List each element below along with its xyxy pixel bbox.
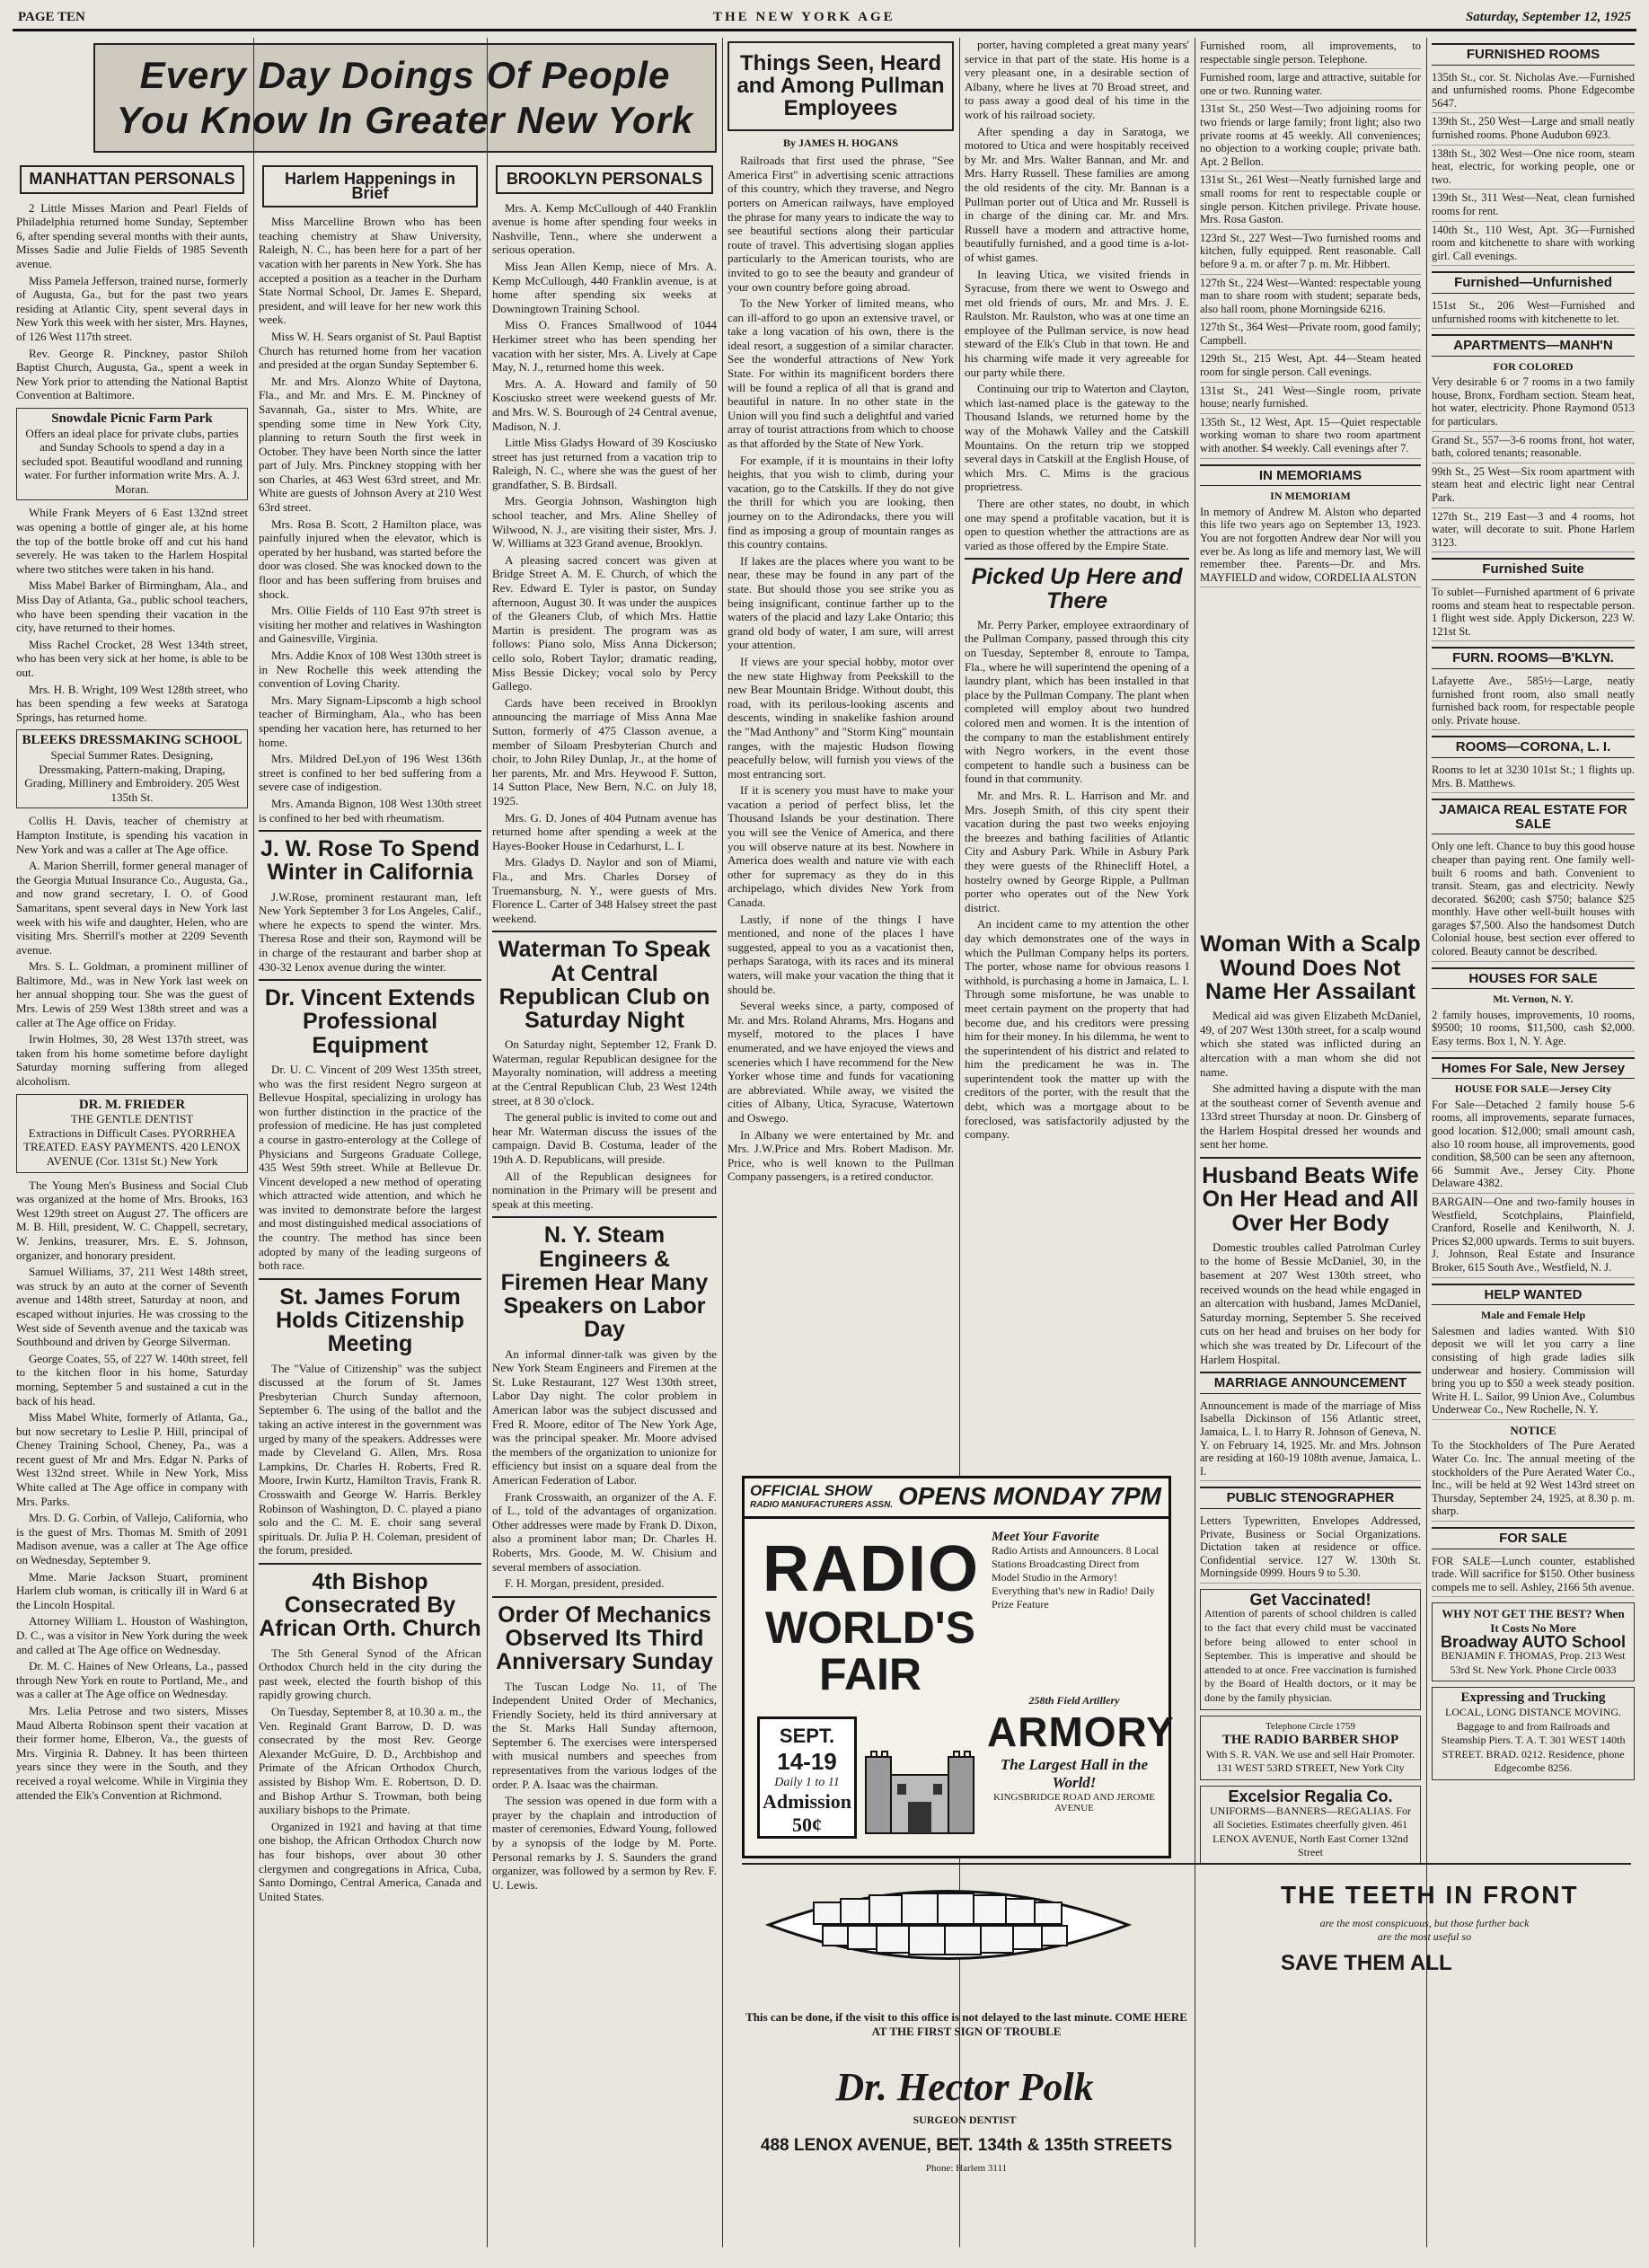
armory-word: ARMORY: [987, 1708, 1175, 1755]
article-paragraph: Collis H. Davis, teacher of chemistry at Hampton Institute, is spending his vacation in New York and was a caller at The Age office.: [16, 814, 248, 856]
largest-hall: The Largest Hall in the World!: [1000, 1756, 1149, 1791]
article-paragraph: The "Value of Citizenship" was the subject discussed at the forum of St. James Presbyterian Church Sunday afternoon, September 6. The using of the ballot and the taking an active interest in the government was urged by many of the speakers. Addresses were made by Cleveland G. Allen, Mrs. Rosa Lampkins, Dr. Charles H. Roberts, Fred R. Moore, Irwin Kurtz, Hamilton Travis, Frank R. Crosswaith and George W. Harris. Berkley Robinson of Washington, D. C. played a piano solo and the C. M. E. choir sang several spirituals. Dr. Julia P. H. Coleman, president of the forum, presided.: [259, 1361, 481, 1558]
dental-title: THE TEETH IN FRONT: [1281, 1881, 1579, 1909]
section-head-manhattan: MANHATTAN PERSONALS: [20, 165, 244, 194]
ad-text: Extractions in Difficult Cases. PYORRHEA TREATED. EASY PAYMENTS. 420 LENOX AVENUE (Cor. 131st St.) New York: [23, 1125, 241, 1168]
column-rule: [253, 38, 254, 2247]
divider: [1200, 1157, 1421, 1159]
newspaper-page: [13, 7, 1636, 2257]
classified-item: Furnished room, large and attractive, suitable for one or two. Running water.: [1200, 69, 1421, 101]
article-paragraph: Miss Marcelline Brown who has been teaching chemistry at Shaw University, Raleigh, N. C., has been here for a part of her vacation with her parents in New York. She has accepted a position as a teacher in the Durham State Normal School, Dr. James E. Shepard, president, and will leave for her new work this week.: [259, 215, 481, 327]
divider: [492, 1596, 717, 1598]
ad-text: Special Summer Rates. Designing, Dressmaking, Pattern-making, Draping, Grading, Millinery and Embroidery. 205 West 135th St.: [24, 747, 240, 804]
dental-subtitle: are the most conspicuous, but those further back are the most useful so: [1319, 1917, 1530, 1943]
marriage-text: Announcement is made of the marriage of Miss Isabella Dickinson of 156 Atlantic street, Jamaica, L. I. to Harry R. Johnson of Geneva, N. Y. on February 14, 1925. Mr. and Mrs. Johnson are residing at 160-19 108th avenue, Jamaica, L. I.: [1200, 1398, 1421, 1482]
divider: [259, 830, 481, 832]
dental-line: This can be done, if the visit to this office is not delayed to the last minute. COME HERE AT THE FIRST SIGN OF TROUBLE: [745, 2010, 1187, 2038]
opens-monday: OPENS MONDAY 7PM: [897, 1482, 1161, 1510]
classified-subhead: FOR COLORED: [1493, 359, 1574, 373]
article-paragraph: A. Marion Sherrill, former general manager of the Georgia Mutual Insurance Co., Augusta, Ga., and now grand secretary, I. O. of Good Samaritans, spent several days in New York last week with his wife and daughter, Helen, who are visiting Mrs. Sherrill's mother at 2209 Seventh avenue.: [16, 859, 248, 957]
classified-item: 131st St., 241 West—Single room, private house; nearly furnished.: [1200, 383, 1421, 414]
article-paragraph: The session was opened in due form with a prayer by the chaplain and introduction of master of ceremonies, Edward Young, followed by a synopsis of the lodge by M. Porte. Personal remarks by J. S. Saunders the grand organizer, was followed by a sermon by Rev. F. U. Lewis.: [492, 1794, 717, 1892]
dental-save: SAVE THEM ALL: [1281, 1951, 1452, 1975]
classified-item: 131st St., 250 West—Two adjoining rooms for two friends or large family; front light; also two private rooms at 45 weekly. All conveniences; no objection to a working couple; private bath. Apt. 2 Bellon.: [1200, 101, 1421, 172]
classified-head: FURN. ROOMS—B'KLYN.: [1432, 647, 1635, 669]
article-paragraph: J.W.Rose, prominent restaurant man, left New York September 3 for Los Angeles, Calif., where he expects to spend the winter. Mrs. Theresa Rose and their son, Raymond will be in charge of the restaurant and barber shop at 430-32 Lenox avenue during the winter.: [259, 889, 481, 974]
article-paragraph: Mrs. Mary Signam-Lipscomb a high school teacher of Birmingham, Ala., who has been spending her vacation here, has returned to her home.: [259, 693, 481, 749]
classified-item: FOR SALE—Lunch counter, established trade. Will sacrifice for $150. Other business compels me to sell. Ashley, 2166 5th avenue.: [1432, 1553, 1635, 1598]
section-head-harlem: Harlem Happenings in Brief: [262, 165, 478, 207]
armory-building-illustration: [861, 1739, 978, 1838]
article-paragraph: porter, having completed a great many years' service in that part of the state. His home is a very pleasant one, in a desirable section of Albany, where he lives at 70 Broad street, and to pass away a good deal of his time in the work of his railroad society.: [965, 38, 1189, 121]
headline-pullman: Things Seen, Heard and Among Pullman Employees: [728, 41, 954, 131]
paper-title: THE NEW YORK AGE: [713, 10, 895, 24]
classified-item: For Sale—Detached 2 family house 5-6 rooms, all improvements, separate furnaces, good location. $12,000; small amount cash, also 10 room house, all improvements, good condition, $8,500 can be seen any afternoon, 66 Summit Ave., Jersey City. Phone Delaware 4382.: [1432, 1097, 1635, 1194]
headline-picked-up: Picked Up Here and There: [971, 564, 1183, 613]
classified-item: 127th St., 219 East—3 and 4 rooms, hot water, will decorate to suit. Phone Harlem 3123.: [1432, 508, 1635, 553]
social-banner: [93, 43, 717, 153]
article-paragraph: On Tuesday, September 8, at 10.30 a. m., the Ven. Reginald Grant Barrow, D. D. was consecrated by the most Rev. George Alexander McGuire, D. D., Archbishop and Primate of the African Orthodox Church, assisted by Bishop Wm. E. Robertson, D. D. and Bishop Arthur S. Trowman, both being auxiliary bishops to the Primate.: [259, 1705, 481, 1817]
armory-address: KINGSBRIDGE ROAD AND JEROME AVENUE: [993, 1792, 1155, 1814]
ad-title: Snowdale Picnic Farm Park: [51, 410, 213, 426]
meet-favorite: Meet Your Favorite: [992, 1530, 1099, 1544]
ad-expressing: [1432, 1687, 1635, 1780]
radio-ad-text: Radio Artists and Announcers. 8 Local Stations Broadcasting Direct from Model Studio in the Armory! Everything that's new in Radio! Daily Prize Feature: [992, 1544, 1159, 1611]
ad-auto-school: [1432, 1602, 1635, 1681]
article-paragraph: To the New Yorker of limited means, who can ill-afford to go upon an extensive travel, or take a long vacation of his own, there is the ideal resort, a suggestion of a similar character. See the wonderful attractions of New York State. For within its magnificent borders there will be found a replica of all that is grand and beautiful in nature. In no other state in the Union will you find such a delightful and varied array of tourist attractions from which to choose as that afforded by the State of New York.: [728, 296, 954, 451]
ad-vaccination: [1200, 1589, 1421, 1710]
classified-item: BARGAIN—One and two-family houses in Westfield, Scotchplains, Plainfield, Cranford, Roselle and Kenilworth, N. J. Prices $2,000 upwards. Terms to suit buyers. J. Johnson, Real Estate and Insurance Broker, 615 South Ave., Westfield, N. J.: [1432, 1194, 1635, 1278]
headline-mechanics: Order Of Mechanics Observed Its Third Anniversary Sunday: [496, 1602, 713, 1675]
article-paragraph: Rev. George R. Pinckney, pastor Shiloh Baptist Church, Augusta, Ga., spent a week in New York prior to attending the National Baptist Convention at Baltimore.: [16, 346, 248, 402]
divider: [259, 979, 481, 981]
ad-title: Excelsior Regalia Co.: [1228, 1787, 1393, 1805]
article-paragraph: Miss Jean Allen Kemp, niece of Mrs. A. Kemp McCullough, 440 Franklin avenue, is at home after spending six weeks at Downingtown Training School.: [492, 259, 717, 315]
ad-subtitle: THE GENTLE DENTIST: [70, 1112, 194, 1126]
article-paragraph: Mrs. Ollie Fields of 110 East 97th street is visiting her mother and relatives in Washington and Gainesville, Virginia.: [259, 604, 481, 646]
article-paragraph: Mrs. S. L. Goldman, a prominent milliner of Baltimore, Md., was in New York last week on her annual shopping tour. She was the guest of Mrs. Lewis of 259 West 138th street and was a caller at The Age office on Friday.: [16, 959, 248, 1029]
article-paragraph: Organized in 1921 and having at that time one bishop, the African Orthodox Church now has four bishops, over about 30 other clergymen and congregations in Africa, Cuba, Santo Domingo, Central America, Canada and United States.: [259, 1819, 481, 1903]
column-pullman: [728, 38, 954, 1466]
regiment: 258th Field Artillery: [1028, 1694, 1120, 1707]
classified-item: 139th St., 311 West—Neat, clean furnished rooms for rent.: [1432, 190, 1635, 221]
article-paragraph: Miss O. Frances Smallwood of 1044 Herkimer street who has been spending her vacation with her sister, Mrs. A. Lively at Cape May, N. J., returned home this week.: [492, 318, 717, 375]
article-paragraph: Mrs. Lelia Petrose and two sisters, Misses Maud Alberta Robinson spent their vacation at their former home, Elberon, Va., the guests of Mrs. Virginia R. Dabney. It has been thirteen years since they were in the South, and they received a royal welcome. While in Virginia they attended the Elk's Convention at Richmond.: [16, 1703, 248, 1802]
ad-dentist: [742, 1863, 1631, 2008]
article-paragraph: Samuel Williams, 37, 211 West 148th street, was struck by an auto at the corner of Seventh avenue and 148th street, Saturday at noon, and escaped without injuries. He was crossing to the West side of Seventh avenue and the taxicab was Southbound and driven by George Silverman.: [16, 1265, 248, 1349]
classified-item: 151st St., 206 West—Furnished and unfurnished rooms with kitchenette to let.: [1432, 297, 1635, 329]
divider: [259, 1278, 481, 1280]
article-paragraph: Miss Rachel Crocket, 28 West 134th street, who has been very sick at her home, is able to be out.: [16, 637, 248, 679]
classified-item: 135th St., 12 West, Apt. 15—Quiet respectable working woman to share two room apartment with another. $4 weekly. Call evenings after 7.: [1200, 414, 1421, 459]
classified-head: Homes For Sale, New Jersey: [1432, 1057, 1635, 1080]
article-paragraph: Attorney William L. Houston of Washington, D. C., was a visitor in New York during the week and called at The Age office on Wednesday.: [16, 1614, 248, 1656]
classified-item: 140th St., 110 West, Apt. 3G—Furnished room and kitchenette to share with working girl. Call evenings.: [1432, 222, 1635, 267]
memoriam-text: In memory of Andrew M. Alston who departed this life two years ago on September 13, 1923. You are not forgotten Andrew dear Nor will you ever be. As long as life and memory last, We will remember thee. Parents—Dr. and Mrs. MAYFIELD and widow, CORDELIA ALSTON: [1200, 504, 1421, 588]
article-paragraph: Mr. and Mrs. Alonzo White of Daytona, Fla., and Mr. and Mrs. E. M. Pinckney of Savannah, Ga., sister to Mrs. White, are spending some time in New York City, planning to return South the first week in October. They have been North since the latter part of July. Mrs. Pinckney stopping with her son Charles, at 463 West 63rd street, and Mr. White are guests of Johnson Avery at 210 West 63rd street.: [259, 374, 481, 515]
classified-head: JAMAICA REAL ESTATE FOR SALE: [1432, 799, 1635, 834]
column-rule: [722, 38, 723, 2247]
article-paragraph: Mrs. A. A. Howard and family of 50 Kosciusko street were weekend guests of Mr. and Mrs. W. S. Bourough of 24 Central avenue, Madison, N. J.: [492, 376, 717, 433]
article-paragraph: The 5th General Synod of the African Orthodox Church held in the city during the past week, elected the fourth bishop of this rapidly growing church.: [259, 1646, 481, 1702]
article-paragraph: Mrs. Amanda Bignon, 108 West 130th street is confined to her bed with rheumatism.: [259, 796, 481, 825]
divider: [492, 1216, 717, 1218]
classified-item: 131st St., 261 West—Neatly furnished large and small rooms for rent to respectable couple or single person. Kitchen privilege. Private house. Mrs. Rosa Gaston.: [1200, 172, 1421, 229]
ad-title: BLEEKS DRESSMAKING SCHOOL: [22, 733, 242, 748]
official-show: OFFICIAL SHOW: [750, 1482, 872, 1499]
classified-subhead: HOUSE FOR SALE—Jersey City: [1454, 1082, 1612, 1096]
article-paragraph: In leaving Utica, we visited friends in Syracuse, from there we went to Oswego and met old friends of ours, Mr. and Mrs. J. E. Raulston. Mr. Raulston, who was at one time an employee of the Pullman service, is now head steward of the Elk's Club in that town. He and his charming wife made it very agreeable for our party while there.: [965, 267, 1189, 379]
ad-headline: WHY NOT GET THE BEST? When It Costs No More: [1442, 1607, 1625, 1635]
notice-text: To the Stockholders of The Pure Aerated Water Co. Inc. The annual meeting of the stockholders of the Pure Aerated Water Co., Inc., will be held at 92 West 143rd street on Thursday, September 24, 1925, at 8.30 p. m. sharp.: [1432, 1437, 1635, 1522]
article-paragraph: Miss W. H. Sears organist of St. Paul Baptist Church has returned home from her vacation and presided at the organ Sunday September 6.: [259, 329, 481, 372]
ad-bleeks: [16, 729, 248, 808]
article-paragraph: Mr. and Mrs. R. L. Harrison and Mr. and Mrs. Joseph Smith, of this city spent their vacation during the past two weeks enjoying the breezes and bathing facilities of Atlantic City and Asbury Park. While in Asbury Park they were guests of the Rhinecliff Hotel, a hostelry owned by George Ripple, a Pullman porter who operates out of the New York district.: [965, 789, 1189, 914]
classified-head: APARTMENTS—MANH'N: [1432, 334, 1635, 357]
article-paragraph: If lakes are the places where you want to be near, these may be found in any part of the state. But should those you see strike you as being insignificant, continue farther up to the waters of the placid and lazy Lake Ontario; this grand old body of water, I am sure, will arrest your attention.: [728, 553, 954, 652]
article-paragraph: Irwin Holmes, 30, 28 West 137th street, was taken from his home sometime before daylight Saturday morning suffering from alleged alcoholism.: [16, 1032, 248, 1089]
ad-title: THE RADIO BARBER SHOP: [1221, 1733, 1399, 1748]
classified-head: Furnished Suite: [1432, 558, 1635, 580]
article-paragraph: Mr. Perry Parker, employee extraordinary of the Pullman Company, passed through this city on Tuesday, September 8, enroute to Tampa, Fla., where he will superintend the opening of a laundry plant, which has been installed in that place by the Pullman Company. The plant when completed will employ about two hundred colored men and women. It is the intention of the company to man the establishment entirely with Negro workers, in the event those competent to handle such a business can be found in that community.: [965, 617, 1189, 786]
divider: [965, 558, 1189, 560]
article-paragraph: Lastly, if none of the things I have mentioned, and none of the places I have suggested, appeal to you as a vacationist then, perhaps Saratoga, with its races and its mineral waters, will make your vacation the thing that it should be.: [728, 912, 954, 996]
classified-item: 129th St., 215 West, Apt. 44—Steam heated room for single person. Call evenings.: [1200, 350, 1421, 382]
ad-text: Offers an ideal place for private clubs, parties and Sunday Schools to spend a day in a secluded spot. Beautiful woodland and running water. For further information write Mrs. A. J. Moran.: [22, 426, 242, 496]
column-harlem-happenings: [259, 160, 481, 2248]
notice-head: NOTICE: [1510, 1423, 1556, 1437]
ad-title: Broadway AUTO School: [1440, 1632, 1627, 1651]
dental-doctor: Dr. Hector Polk: [835, 2065, 1094, 2109]
radio-word: RADIO: [763, 1533, 980, 1605]
section-head-brooklyn: BROOKLYN PERSONALS: [496, 165, 713, 194]
ad-title: Get Vaccinated!: [1249, 1590, 1371, 1609]
classified-head: HOUSES FOR SALE: [1432, 967, 1635, 990]
article-paragraph: There are other states, no doubt, in which one may spend a profitable vacation, but it is open to question whether the attractions are as varied as those offered by the Empire State.: [965, 497, 1189, 552]
divider: [492, 931, 717, 932]
issue-date: Saturday, September 12, 1925: [1465, 10, 1631, 24]
divider: [259, 1563, 481, 1565]
headline-rose: J. W. Rose To Spend Winter in California: [260, 836, 480, 886]
memoriam-head: IN MEMORIAMS: [1200, 464, 1421, 487]
ad-title: Expressing and Trucking: [1460, 1690, 1606, 1706]
classified-item: Only one left. Chance to buy this good house cheaper than paying rent. One family well-built 6 rooms and bath. Convenient to transit. Steam, gas and electricity. Newly decorated. $6200; cash $750; balance $25 monthly. Have other well-built houses with garages $7,500. Also the handsomest Dutch Colonial house, best section ever offered to colored. Beauty cannot be described.: [1432, 838, 1635, 961]
article-paragraph: An informal dinner-talk was given by the New York Steam Engineers and Firemen at the St. Luke Restaurant, 127 West 130th street, Labor Day night. The color problem in American labor was the subject discussed and Fred R. Moore, editor of The New York Age, was the principal speaker. Mr. Moore advised the members of the organization to unionize for efficiency but insist on a square deal from the American Federation of Labor.: [492, 1346, 717, 1487]
dental-address: 488 LENOX AVENUE, BET. 134th & 135th STREETS: [760, 2136, 1173, 2155]
ad-phone: Telephone Circle 1759: [1265, 1720, 1356, 1732]
dental-phone: Phone: Harlem 3111: [925, 2163, 1008, 2174]
armory-block: [987, 1694, 1175, 1814]
article-paragraph: The Young Men's Business and Social Club was organized at the home of Mrs. Brooks, 163 West 129th street on August 27. The officers are M. B. Hill, president, W. C. Chappell, secretary, W. Jenkins, treasurer, Mrs. E. S. Johnson, organizer, and honorary president.: [16, 1178, 248, 1262]
ad-text: BENJAMIN F. THOMAS, Prop. 213 West 53rd St. New York. Phone Circle 0033: [1441, 1649, 1626, 1676]
banner-line-2: You Know In Greater New York: [116, 99, 694, 141]
headline-st-james: St. James Forum Holds Citizenship Meeting: [276, 1284, 464, 1357]
date-admission: Admission 50¢: [762, 1790, 852, 1836]
classified-item: 139th St., 250 West—Large and small neatly furnished rooms. Phone Audubon 6923.: [1432, 113, 1635, 145]
headline-vincent: Dr. Vincent Extends Professional Equipment: [264, 985, 476, 1058]
column-rule: [487, 38, 488, 2247]
page-number: PAGE TEN: [18, 10, 85, 24]
article-paragraph: Continuing our trip to Waterton and Clayton, which last-named place is the gateway to the Thousand Islands, we returned home by the way of the Mohawk Valley and the Catskill Mountains. On the return trip we stopped several days in Catskill at the English House, of which Mrs. C. Mims is the gracious proprietress.: [965, 382, 1189, 494]
radio-ad-topbar: [745, 1478, 1168, 1519]
column-manhattan-personals: [16, 160, 248, 2248]
ad-title: DR. M. FRIEDER: [78, 1097, 186, 1112]
article-paragraph: If it is scenery you must have to make your vacation a period of perfect bliss, let the Thousand Islands be your destination. There you will see the Venice of America, and there you will observe nature at its best. Nowhere in America does wealth and nature vie with each other for supremacy as they do in this archipelago, which divides New York from Canada.: [728, 783, 954, 910]
date-hours: Daily 1 to 11: [774, 1776, 840, 1789]
article-paragraph: While Frank Meyers of 6 East 132nd street was opening a bottle of ginger ale, at his home the top of the bottle broke off and cut his hand severely. He was taken to the Harlem Hospital where two stitches were taken in his hand.: [16, 506, 248, 576]
article-paragraph: The general public is invited to come out and hear Mr. Waterman discuss the issues of the campaign. David B. Costuma, leader of the 19th A. D. Republicans, will preside.: [492, 1110, 717, 1167]
article-paragraph: In Albany we were entertained by Mr. and Mrs. J.W.Price and Mrs. Robert Madison. Mr. Price, who is well known to the Pullman Company passengers, is a retired conductor.: [728, 1127, 954, 1184]
article-paragraph: Mrs. H. B. Wright, 109 West 128th street, who has been spending a few weeks at Saratoga Springs, has returned home.: [16, 682, 248, 724]
classified-item: Rooms to let at 3230 101st St.; 1 flights up. Mrs. B. Matthews.: [1432, 762, 1635, 793]
ad-radio-worlds-fair: [742, 1476, 1175, 1858]
headline-bishop: 4th Bishop Consecrated By African Orth. Church: [259, 1568, 481, 1642]
classified-item: Salesmen and ladies wanted. With $10 deposit we will let you carry a line consisting of high grade ladies silk underwear and hosiery. Commission will bring you up to $50 a week steady position. Write H. L. Sailor, 99 Union Ave., Columbus Underwear Co., New Rochelle, N. Y.: [1432, 1323, 1635, 1420]
steno-head: PUBLIC STENOGRAPHER: [1200, 1487, 1421, 1509]
article-paragraph: Mme. Marie Jackson Stuart, prominent Harlem club woman, is critically ill in Ward 6 at the Lincoln Hospital.: [16, 1569, 248, 1611]
article-paragraph: On Saturday night, September 12, Frank D. Waterman, regular Republican designee for the Mayoralty nomination, will address a meeting at the Central Republican Club, 23 West 124th street, at 8 30 o'clock.: [492, 1037, 717, 1108]
ad-text: With S. R. VAN. We use and sell Hair Promoter. 131 WEST 53RD STREET, New York City: [1205, 1747, 1415, 1775]
ad-frieder: [16, 1094, 248, 1173]
article-paragraph: Miss Mabel Barker of Birmingham, Ala., and Miss Day of Atlanta, Ga., public school teachers, who have been spending their vacation in the city, have returned to their homes.: [16, 578, 248, 635]
classified-item: Grand St., 557—3-6 rooms front, hot water, bath, colored tenants; reasonable.: [1432, 432, 1635, 463]
memoriam-subhead: IN MEMORIAM: [1270, 490, 1351, 503]
article-paragraph: Dr. M. C. Haines of New Orleans, La., passed through New York en route to Portland, Me., and was a caller at The Age office on Wednesday.: [16, 1659, 248, 1701]
ad-text: Attention of parents of school children is called to the fact that every child must be vaccinated before being allowed to enter school in September. This is imperative and should be attended to at once. Free vaccination is furnished by the Board of Health doctors, or it may be done by the family physician.: [1204, 1607, 1416, 1705]
classified-item: Lafayette Ave., 585½—Large, neatly furnished front room, also small neatly furnished back room, for respectable people only. Private house.: [1432, 673, 1635, 730]
banner-line-1: Every Day Doings Of People: [139, 54, 671, 96]
classified-item: 99th St., 25 West—Six room apartment with steam heat and electric light near Central Park.: [1432, 463, 1635, 508]
classified-item: Very desirable 6 or 7 rooms in a two family house, Bronx, Fordham section. Steam heat, hot water, electricity. Phone Raymond 0513 for particulars.: [1432, 374, 1635, 431]
article-paragraph: Mrs. A. Kemp McCullough of 440 Franklin avenue is home after spending four weeks in Nashville, Tenn., where she underwent a serious operation.: [492, 200, 717, 257]
article-paragraph: Mrs. Mildred DeLyon of 196 West 136th street is confined to her bed suffering from a severe case of indigestion.: [259, 752, 481, 794]
article-paragraph: Miss Pamela Jefferson, trained nurse, formerly of Augusta, Ga., but for the past two years residing at Atlantic City, spent several days in New York this week with her sister, Mrs. Haynes, of 126 West 117th street.: [16, 273, 248, 343]
headline-waterman: Waterman To Speak At Central Republican Club on Saturday Night: [498, 937, 711, 1034]
worlds-fair: WORLD'S FAIR: [764, 1602, 976, 1699]
date-month: SEPT.: [779, 1725, 835, 1747]
teeth-icon: [760, 1875, 1137, 1974]
classified-item: 2 family houses, improvements, 10 rooms, $9500; 10 rooms, $11,500, cash $2,000. Easy terms. Box 1, N. Y. Age.: [1432, 1007, 1635, 1052]
headline-steam-engineers: N. Y. Steam Engineers & Firemen Hear Many Speakers on Labor Day: [500, 1222, 709, 1343]
classified-subhead: Mt. Vernon, N. Y.: [1493, 993, 1574, 1006]
association: RADIO MANUFACTURERS ASSN.: [750, 1500, 894, 1510]
ad-text: LOCAL, LONG DISTANCE MOVING. Baggage to and from Railroads and Steamship Piers. T. A. T. 301 WEST 140th STREET. BRAD. 0212. Residence, phone Edgecombe 8256.: [1441, 1705, 1626, 1775]
article-paragraph: Miss Mabel White, formerly of Atlanta, Ga., but now secretary to Leslie P. Hill, principal of Cheney Training School, Cheney, Pa., was a recent guest of Mr and Mrs. Edgar N. Parks of West 132nd street. While in New York, Miss White called at The Age office in company with Mrs. Parks.: [16, 1410, 248, 1508]
byline: By JAMES H. HOGANS: [782, 136, 898, 149]
article-paragraph: Mrs. G. D. Jones of 404 Putnam avenue has returned home after spending a week at the Hayes-Booker House in Cedarhurst, L. I.: [492, 810, 717, 852]
article-paragraph: Mrs. Gladys D. Naylor and son of Miami, Fla., and Mrs. Charles Dorsey of Truemansburg, N. Y., were guests of Mrs. Florence L. Carter of 348 Halsey street the past weekend.: [492, 855, 717, 925]
article-paragraph: 2 Little Misses Marion and Pearl Fields of Philadelphia returned home Sunday, September 6, after spending several months with their aunts, Misses Sadie and Julie Fields of 1985 Seventh avenue.: [16, 200, 248, 270]
article-paragraph: Mrs. Addie Knox of 108 West 130th street is in New Rochelle this week attending the convention of Loving Charity.: [259, 649, 481, 691]
classified-head: ROOMS—CORONA, L. I.: [1432, 736, 1635, 758]
classified-subhead: Male and Female Help: [1480, 1309, 1586, 1322]
ad-snowdale: [16, 408, 248, 501]
article-paragraph: If views are your special hobby, motor over the new state Highway from Peekskill to the new Bear Mountain Bridge. Without doubt, this road, with its perilous-looking ascents and descents, winding in snakelike fashion around the "Mad Anthony" and "Storm King" mountain ranges, with the majestic Hudson flowing peacefully below, will furnish you views of the most entrancing sort.: [728, 654, 954, 781]
article-paragraph: For example, if it is mountains in their lofty heights, that you wish to climb, during your vacation, go to the Catskills. If they do not give the thrill for which you are looking, then journey on to the Adirondacks, there you will find as imposing a group of mountain ranges as this country contains.: [728, 453, 954, 552]
ad-regalia: [1200, 1786, 1421, 1865]
date-box: [757, 1716, 857, 1839]
article-paragraph: Medical aid was given Elizabeth McDaniel, 49, of 207 West 130th street, for a scalp wound which she stated was inflicted during an altercation with a man whom she did not name.: [1200, 1009, 1421, 1079]
column-brooklyn-personals: [492, 160, 717, 2248]
article-paragraph: After spending a day in Saratoga, we motored to Utica and were hospitably received by Mr. and Mrs. Walter Bannan, and Mr. and Mrs. Harry Russell. These families are among the old residents of the city. Mr. Bannan is a Pullman porter out of Utica and Mr. Russell is in charge of the dining car. Mr. and Mrs. Russell have a modern and attractive home, beautifully furnished, and a good time is a-lot-of whist games.: [965, 124, 1189, 264]
classified-head: FOR SALE: [1432, 1527, 1635, 1549]
article-paragraph: All of the Republican designees for nomination in the Primary will be present and speak at this meeting.: [492, 1169, 717, 1211]
article-paragraph: Cards have been received in Brooklyn announcing the marriage of Miss Anna Mae Sutton, formerly of 475 Classon avenue, a member of Siloam Presbyterian Church and choir, to John Riley Dunlap, Jr., at the home of her parents, Mr. and Mrs. Heywood F. Sutton, 14 Sutton Place, New Bern, N.C. on July 18, 1925.: [492, 695, 717, 807]
date-days: 14-19: [777, 1748, 837, 1775]
article-paragraph: The Tuscan Lodge No. 11, of The Independent United Order of Mechanics, Friendly Society, held its third anniversary at the St. Marks Hall Sunday afternoon, September 6. The exercises were interspersed with musical numbers and speeches from representatives from the various lodges of the order. P. A. Isaac was the chairman.: [492, 1679, 717, 1791]
headline-husband-beats: Husband Beats Wife On Her Head and All Over Her Body: [1202, 1163, 1419, 1236]
column-pullman-continued: [965, 38, 1189, 1466]
ad-barber: [1200, 1716, 1421, 1780]
marriage-head: MARRIAGE ANNOUNCEMENT: [1200, 1372, 1421, 1394]
classified-item: Furnished room, all improvements, to respectable single person. Telephone.: [1200, 38, 1421, 69]
headline-scalp-wound: Woman With a Scalp Wound Does Not Name Her Assailant: [1200, 931, 1421, 1004]
article-paragraph: She admitted having a dispute with the man at the southeast corner of Seventh avenue and 133rd street Thursday at noon. Dr. Ginsberg of the Harlem Hospital dressed her wounds and sent her home.: [1200, 1081, 1421, 1152]
classified-item: 123rd St., 227 West—Two furnished rooms and kitchen, fully equipped. Rent reasonable. Call before 9 a. m. or after 7 p. m. Mr. Hibbert.: [1200, 230, 1421, 275]
classified-item: 127th St., 364 West—Private room, good family; Campbell.: [1200, 319, 1421, 350]
classified-head: FURNISHED ROOMS: [1432, 43, 1635, 66]
article-paragraph: Mrs. Rosa B. Scott, 2 Hamilton place, was painfully injured when the elevator, which is operated by her husband, was started before the door was closed. She was knocked down to the floor and has been suffering from bruises and shock.: [259, 516, 481, 601]
article-paragraph: Frank Crosswaith, an organizer of the A. F. of L., told of the advantages of organization. Other addresses were made by Frank D. Dixon, also a prominent labor man; Dr. Charles H. Roberts, Mrs. Goode, M. W. Chisium and several members of association.: [492, 1489, 717, 1574]
classified-head: Furnished—Unfurnished: [1432, 271, 1635, 294]
article-paragraph: Dr. U. C. Vincent of 209 West 135th street, who was the first resident Negro surgeon at Bellevue Hospital, specializing in urology has won further distinction in the practice of the profession of medicine. He has just completed a course in gastro-enterology at the College of Physicians and Surgeons Graduate College, 435 West 59th street. While at Bellevue Dr. Vincent developed a new method of operating which attracted wide attention, and which he was invited to demonstrate before the largest and most distinguished medical associations of the country. The method has since been adopted by many of the leading surgeons of both race.: [259, 1062, 481, 1273]
steno-text: Letters Typewritten, Envelopes Addressed, Private, Business or Social Organizations. Dictation taken at residence or office. Confidential service. 127 W. 130th St. Morningside 0999. Hours 9 to 5.30.: [1200, 1513, 1421, 1584]
article-paragraph: F. H. Morgan, president, presided.: [505, 1576, 665, 1591]
article-paragraph: Mrs. Georgia Johnson, Washington high school teacher, and Mrs. Aline Shelley of Wilwood, N. J., are visiting their sister, Mrs. J. W. Williams at 323 Grand avenue, Brooklyn.: [492, 494, 717, 551]
spacer: [1200, 587, 1421, 929]
classified-item: 127th St., 224 West—Wanted: respectable young man to share room with student; separate beds, also hall room, phone Morningside 6216.: [1200, 275, 1421, 320]
article-paragraph: Domestic troubles called Patrolman Curley to the home of Bessie McDaniel, 30, in the basement at 207 West 130th street, who received wounds on the head while engaged in an altercation with husband, James McDaniel, Saturday morning, September 5. She received cuts on her head and bruises on her body for which she was treated by Dr. Lifecourt of the Harlem Hospital.: [1200, 1240, 1421, 1366]
article-paragraph: An incident came to my attention the other day which demonstrates one of the ways in which the Pullman Company helps its porters. The porter, whose name for obvious reasons I withhold, is purchasing a home in Jamaica, L. I. Through some misfortune, he was unable to meet certain payment on the property that had become due, and his creditors were pressing him for their money. In his dilemma, he went to the superintendent of his district and related to him the predicament he was in. The superintendent took the matter up with the creditors of the porter, with the result that the debt, which was a mortgage about to be foreclosed, was satisfactorily adjusted by the company.: [965, 917, 1189, 1142]
article-paragraph: Railroads that first used the phrase, "See America First" in advertising scenic attractions of this country, which they traverse, and Negro porters on American railways, have employed the phrase for many years to indicate the way to see beautiful sections along their particular route of travel. This advertising slogan applies particularly to the American tourists, who are invited to go to see the beauty and grandeur of your own country before going abroad.: [728, 154, 954, 294]
classified-item: 135th St., cor. St. Nicholas Ave.—Furnished and unfurnished rooms. Phone Edgecombe 5647.: [1432, 69, 1635, 114]
classified-head: HELP WANTED: [1432, 1284, 1635, 1306]
article-paragraph: George Coates, 55, of 227 W. 140th street, fell to the kitchen floor in his home, Saturday morning, September 5 and sustained a cut in the back of his head.: [16, 1351, 248, 1408]
dental-doctor-title: SURGEON DENTIST: [913, 2114, 1017, 2126]
radio-ad-details: [992, 1531, 1159, 1611]
article-paragraph: Mrs. D. G. Corbin, of Vallejo, California, who is the guest of Mrs. Thomas M. Smith of 2091 Madison avenue, was a caller at The Age office on Wednesday, September 9.: [16, 1511, 248, 1567]
classified-item: To sublet—Furnished apartment of 6 private rooms and steam heat to respectable person. 1 flight west side. Apply Dickerson, 223 W. 121st St.: [1432, 584, 1635, 641]
page-header: [13, 7, 1636, 31]
classified-item: 138th St., 302 West—One nice room, steam heat, electric, for working people, one or two.: [1432, 146, 1635, 190]
article-paragraph: A pleasing sacred concert was given at Bridge Street A. M. E. Church, of which the Rev. Edward E. Tyler is pastor, on Sunday afternoon, August 30. It was under the auspices of the Gleaners Club, of which Mrs. Hattie Martin is president. The program was as follows: Piano solo, Miss Anna Dickerson; cello solo, Robert Taylor; dramatic reading, Miss Bessie Dickey; vocal solo by Percy Gallego.: [492, 552, 717, 693]
article-paragraph: Little Miss Gladys Howard of 39 Kosciusko street has just returned from a vacation trip to Raleigh, N. C., where she was the guest of her grandfather, S. B. Birdsall.: [492, 436, 717, 491]
article-paragraph: Several weeks since, a party, composed of Mr. and Mrs. Roland Ahrams, Mrs. Hogans and myself, motored to the places I have enumerated, and we have enjoyed the views and sceneries which I have recommend for the New Yorker whose time and funds for vacationing are abbreviated. While away, we visited the cities of Albany, Utica, Syracuse, Watertown and Oswego.: [728, 999, 954, 1125]
ad-text: UNIFORMS—BANNERS—REGALIAS. For all Societies. Estimates cheerfully given. 461 LENOX AVENUE, North East Corner 132nd Street: [1209, 1804, 1412, 1859]
